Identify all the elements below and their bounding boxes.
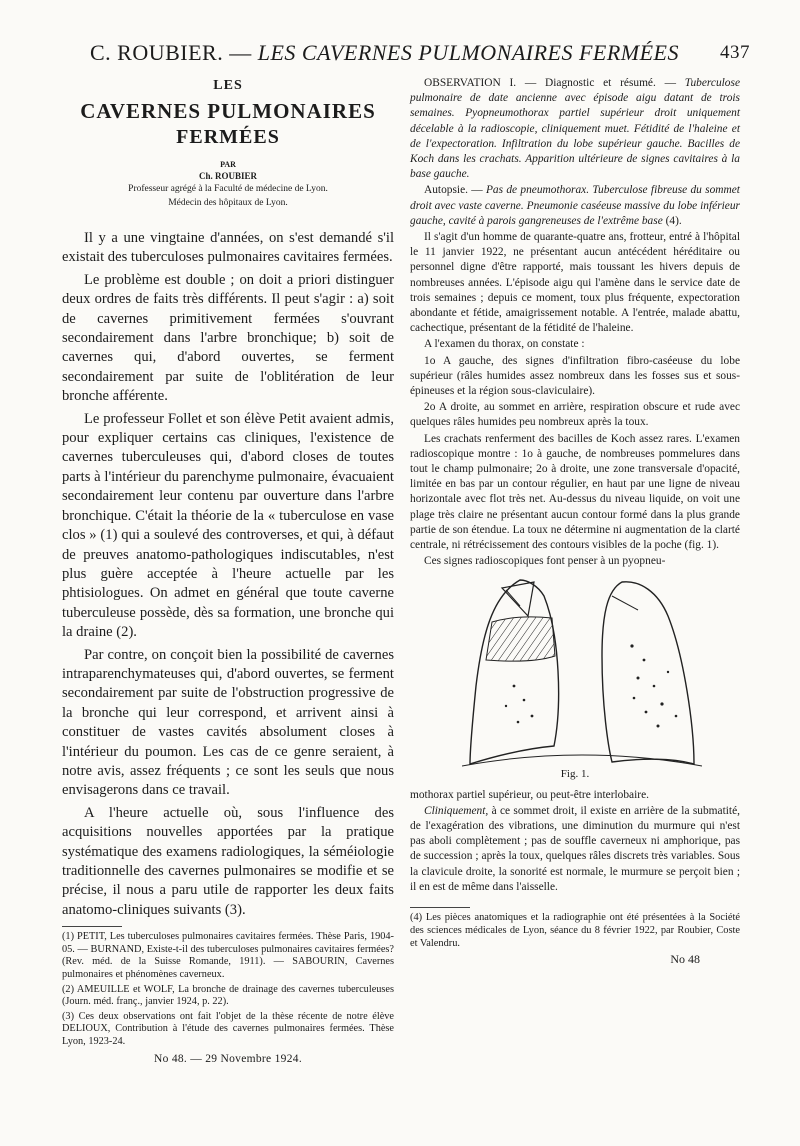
autopsy-text: Pas de pneumothorax. Tuberculose fibreuse du sommet droit avec vaste caverne. Pneumonie caséeuse massive du lobe inférieur gauche, cavité à parois gangreneuses de l'extrême base bbox=[410, 184, 740, 227]
par-label: PAR bbox=[220, 160, 236, 169]
right-body bbox=[410, 76, 740, 570]
lung-radiograph-drawing bbox=[462, 576, 702, 768]
footnote: (1) PETIT, Les tuberculoses pulmonaires cavitaires fermées. Thèse Paris, 1904-05. — BURNAND, Existe-t-il des tuberculoses pulmonaires cavitaires fermées? (Rev. méd. de la Suisse Romande, 1911). — SABOURIN, Cavernes pulmonaires et phénomènes caverneux. bbox=[62, 931, 394, 980]
observation-dash: — Diagnostic et résumé. — bbox=[516, 77, 685, 89]
issue-number: No 48 bbox=[670, 951, 700, 966]
affiliation-1: Professeur agrégé à la Faculté de médecine de Lyon. bbox=[128, 184, 328, 194]
figure-1 bbox=[410, 576, 740, 788]
footnote-right bbox=[410, 907, 740, 950]
page-number: 437 bbox=[720, 42, 750, 63]
header-title: LES CAVERNES PULMONAIRES FERMÉES bbox=[257, 40, 679, 65]
clinical-text: à ce sommet droit, il existe en arrière de la submatité, de l'exagération des vibrations, une diminution du murmure qui n'est pas aboli complètement ; pas de souffle caverneux ni amphorique, pas de succession ; après la toux, quelques râles discrets très variables. Sous la clavicule droite, la sonorité est normale, le murmure se perçoit bien ; il en est de même dans l'aisselle. bbox=[410, 804, 740, 893]
paragraph: mothorax partiel supérieur, ou peut-être interlobaire. bbox=[410, 788, 649, 801]
paragraph: Il y a une vingtaine d'années, on s'est demandé s'il existait des tuberculoses pulmonaires cavitaires fermées. bbox=[62, 230, 394, 266]
footnote: (3) Ces deux observations ont fait l'objet de la thèse récente de notre élève DELIOUX, Contribution à l'étude des cavernes pulmonaires fermées. Thèse Lyon, 1923-24. bbox=[62, 1010, 394, 1047]
paragraph: Le problème est double ; on doit a priori distinguer deux ordres de faits très différents. Il peut s'agir : a) soit de cavernes primitivement fermées s'ouvrant secondairement dans l'arbre bronchique; b) soit de cavernes qui, d'abord ouvertes, se ferment secondairement par suite de l'oblitération de leur bronche afférente. bbox=[62, 271, 394, 405]
affiliation-2: Médecin des hôpitaux de Lyon. bbox=[168, 198, 288, 208]
footnote: (2) AMEUILLE et WOLF, La bronche de drainage des cavernes tuberculeuses (Journ. méd. franç., janvier 1924, p. 22). bbox=[62, 983, 394, 1008]
right-body-continued bbox=[410, 788, 740, 895]
paragraph: Par contre, on conçoit bien la possibilité de cavernes intraparenchymateuses qui, d'abord ouvertes, se ferment secondairement par suite de l'obstruction progressive de la bronche qui leur correspond, et arrivent ainsi à constituer de vastes cavités absolument closes à l'intérieur du poumon. Les cas de ce genre seraient, à notre avis, assez fréquents ; ce sont les seuls que nous envisagerons dans ce travail. bbox=[62, 646, 394, 799]
header-author: C. ROUBIER. — bbox=[90, 40, 258, 65]
figure-caption: Fig. 1. bbox=[560, 767, 590, 780]
title-line-2: CAVERNES PULMONAIRES bbox=[80, 99, 376, 123]
clinical-paragraph bbox=[410, 804, 740, 895]
paragraph: 1o A gauche, des signes d'infiltration fibro-caséeuse du lobe supérieur (râles humides assez nombreux dans les fosses sus et sous-épineuses et la région sous-claviculaire). bbox=[410, 354, 740, 398]
autopsy-ref: (4). bbox=[662, 214, 682, 227]
footnote-rule bbox=[62, 926, 122, 927]
article-title bbox=[62, 78, 394, 150]
observation-text: Tuberculose pulmonaire de date ancienne avec épisode aigu datant de trois semaines. Pyopneumothorax partiel supérieur droit uniquement décelable à la radioscopie, cliniquement muet. Fétidité de l'haleine et de l'expectoration. Infiltration du lobe supérieur gauche. Bacilles de Koch dans les crachats. Apparition ultérieure de signes cavitaires à la base gauche. bbox=[410, 77, 740, 181]
paragraph: 2o A droite, au sommet en arrière, respiration obscure et rude avec quelques râles humides peu nombreux après la toux. bbox=[410, 401, 740, 429]
title-line-3: FERMÉES bbox=[176, 126, 280, 148]
observation-summary bbox=[410, 76, 740, 182]
paragraph: Ces signes radioscopiques font penser à un pyopneu- bbox=[424, 555, 666, 568]
autopsy-paragraph bbox=[410, 183, 740, 229]
paragraph: Il s'agit d'un homme de quarante-quatre ans, frotteur, entré à l'hôpital le 11 janvier 1922, ne présentant aucun antécédent héréditaire ou personnel digne d'être rapporté, mais toussant les hivers depuis de nombreuses années. L'épisode aigu qui l'amène dans le service date de trois semaines ; depuis ce moment, toux plus fréquente, expectoration abondante et fétide, amaigrissement notable. A l'entrée, malade abattu, cachectique, présentant de la fétidité de l'haleine. bbox=[410, 231, 740, 335]
paragraph: Le professeur Follet et son élève Petit avaient admis, pour expliquer certains cas cliniques, l'existence de cavernes tuberculeuses qui, d'abord closes de toutes parts à l'intérieur du parenchyme pulmonaire, évacuaient secondairement leur contenu par ouverture dans l'arbre bronchique. C'était la théorie de la « tuberculose en vase clos » (1) qui a soulevé des controverses, et qui, à défaut de preuves anatomo-pathologiques indiscutables, n'est plus guère acceptée à l'heure actuelle par les phtisiologues. On admet en général que toute caverne tuberculeuse possède, dès sa formation, une bronche qui la draine (2). bbox=[62, 410, 394, 641]
left-body bbox=[62, 229, 394, 920]
footnotes-left bbox=[62, 926, 394, 1048]
autopsy-lead: Autopsie. — bbox=[424, 184, 486, 197]
observation-heading: OBSERVATION I. bbox=[424, 77, 517, 89]
left-column bbox=[62, 78, 394, 1065]
footnote: (4) Les pièces anatomiques et la radiographie ont été présentées à la Société des sciences médicales de Lyon, séance du 8 février 1922, par Roubier, Coste et Valendru. bbox=[410, 911, 740, 949]
paragraph: A l'examen du thorax, on constate : bbox=[424, 338, 585, 351]
running-header bbox=[90, 40, 750, 66]
right-column bbox=[410, 76, 740, 967]
paragraph: A l'heure actuelle où, sous l'influence des acquisitions nouvelles apportées par la pratique systématique des examens radiologiques, la séméiologie traditionnelle des cavernes pulmonaires se modifie et se précise, il nous a paru utile de rapporter les deux faits anatomo-cliniques suivants (3). bbox=[62, 804, 394, 918]
issue-footer: No 48. — 29 Novembre 1924. bbox=[153, 1052, 303, 1065]
footnote-rule bbox=[410, 907, 470, 908]
clinical-lead: Cliniquement, bbox=[424, 804, 489, 817]
title-line-1: LES bbox=[213, 78, 243, 93]
article-author: Ch. ROUBIER bbox=[198, 171, 257, 181]
paragraph: Les crachats renferment des bacilles de Koch assez rares. L'examen radioscopique montre : 1o à gauche, de nombreuses pommelures dans tout le champ pulmonaire; 2o à droite, une zone transversale d'opacité, limitée en bas par un contour régulier, en haut par une ligne de niveau horizontale avec flot très net. Au-dessus du niveau liquide, on voit une plage très claire ne présentant aucun contour formé dans la plus grande partie de son étendue. La toux ne détermine ni augmentation de la clarté centrale, ni rétrécissement des contours visibles de la poche (fig. 1). bbox=[410, 432, 740, 552]
